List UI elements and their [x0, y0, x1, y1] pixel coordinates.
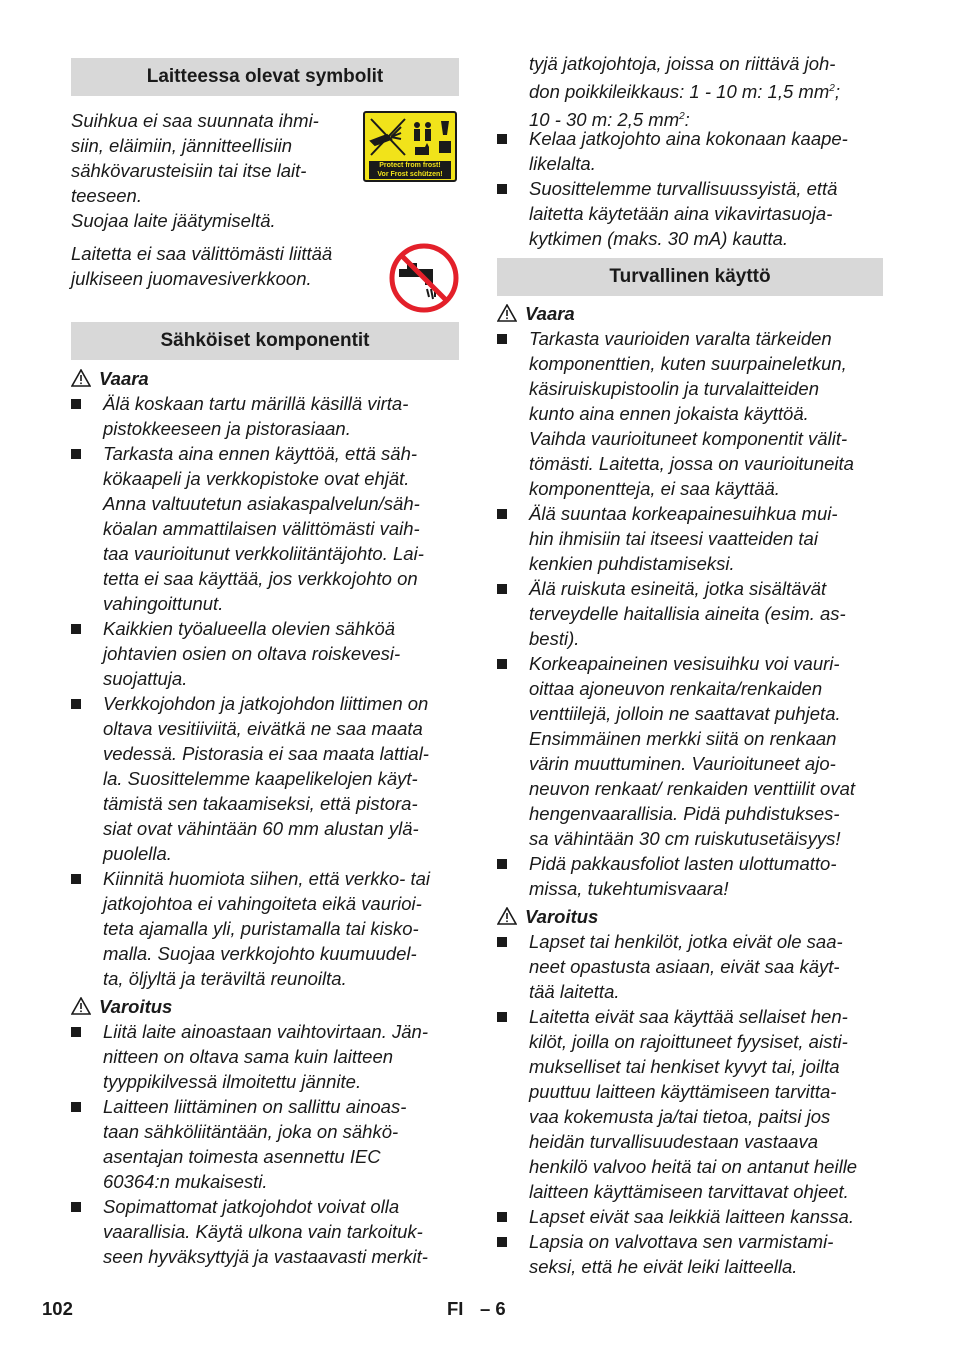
list-item-text: Lapset eivät saa leikkiä laitteen kanssa. [529, 1206, 854, 1227]
list-item-text: Älä ruiskuta esineitä, jotka sisältävät terveydelle haitallisia aineita (esim. as- besti). [529, 578, 846, 649]
list-item-text: Kelaa jatkojohto aina kokonaan kaape- likelalta. [529, 128, 848, 174]
list-item-text: Suosittelemme turvallisuussyistä, että laitetta käytetään aina vikavirtasuoja- kytkimen (maks. 30 mA) kautta. [529, 178, 838, 249]
list-item-text: Kiinnitä huomiota siihen, että verkko- tai jatkojohtoa ei vahingoiteta eikä vaurioi- teta ajamalla yli, puristamalla tai kisko- malla. Suojaa verkkojohto kuumuudel- ta, öljyltä ja teräviltä reunoilta. [103, 868, 431, 989]
frost-sign-label: Protect from frost! Vor Frost schützen! [369, 161, 451, 179]
warning-label [71, 994, 172, 1019]
danger-text: Vaara [99, 368, 149, 389]
list-item-text: Älä koskaan tartu märillä käsillä virta- pistokkeeseen ja pistorasiaan. [103, 393, 409, 439]
list-item-text: Lapsia on valvottava sen varmistami- seksi, että he eivät leiki laitteella. [529, 1231, 834, 1277]
bullet [497, 509, 507, 519]
list-item-text: Liitä laite ainoastaan vaihtovirtaan. Jän- nitteen on oltava sama kuin laitteen tyyppikilvessä ilmoitettu jännite. [103, 1021, 428, 1092]
list-item-text: Verkkojohdon ja jatkojohdon liittimen on oltava vesitiiviitä, eivätkä ne saa maata vedessä. Pistorasia ei saa maata lattial- la. Suosittelemme kaapelikelojen käyt- tämistä sen takaamiseksi, että pistora- siat ovat vähintään 60 mm alustan ylä- puolella. [103, 693, 429, 864]
heading-electrical: Sähköiset komponentit [71, 322, 459, 360]
continued-line: don poikkileikkaus: 1 - 10 m: 1,5 $mm^2$; [529, 81, 840, 103]
list-item-text: Älä suuntaa korkeapainesuihkua mui- hin ihmisiin tai itseesi vaatteiden tai kenkien puhdistamiseksi. [529, 503, 838, 574]
list-item-text: Lapset tai henkilöt, jotka eivät ole saa- neet opastusta asiaan, eivät saa käyt- tää laitetta. [529, 931, 843, 1002]
list-item-text: Laitetta eivät saa käyttää sellaiset hen- kilöt, joilla on rajoittuneet fyysiset, aisti- mukselliset tai henkiset kyvyt tai, joilta puuttuu laitteen käyttämiseen tarvitta- vaa kokemusta ja/tai tietoa, paitsi jos heidän turvallisuudestaan vastaava henkilö valvoo heitä tai on antanut heille laitteen käyttämiseen tarvittavat ohjeet. [529, 1006, 858, 1202]
warning-triangle-icon [497, 907, 517, 925]
bullet [71, 399, 81, 409]
warning-triangle-icon [71, 369, 91, 387]
section-page: – 6 [480, 1298, 506, 1319]
bullet [71, 1102, 81, 1112]
bullet [71, 1027, 81, 1037]
continued-text [529, 51, 889, 132]
warning-text: Varoitus [99, 996, 173, 1017]
bullet [497, 937, 507, 947]
warning-label [497, 904, 598, 929]
bullet [71, 624, 81, 634]
bullet [71, 1202, 81, 1212]
warning-triangle-icon [71, 997, 91, 1015]
page-number: 102 [42, 1298, 73, 1319]
bullet [497, 859, 507, 869]
symbols-text-2: Laitetta ei saa välittömästi liittää julkiseen juomavesiverkkoon. [71, 243, 333, 289]
list-item-text: Kaikkien työalueella olevien sähköä johtavien osien on oltava roiskevesi- suojattuja. [103, 618, 401, 689]
warning-triangle-icon [497, 304, 517, 322]
continued-line: 10 - 30 m: 2,5 $mm^2$: [529, 109, 690, 131]
bullet [497, 659, 507, 669]
bullet [71, 874, 81, 884]
no-drinking-water-icon [389, 243, 459, 313]
list-item-text: Sopimattomat jatkojohdot voivat olla vaarallisia. Käytä ulkona vain tarkoituk- seen hyväksyttyjä ja vastaavasti merkit- [103, 1196, 428, 1267]
bullet [497, 184, 507, 194]
continued-line: tyjä jatkojohtoja, joissa on riittävä joh- [529, 53, 836, 74]
bullet [497, 1012, 507, 1022]
heading-symbols: Laitteessa olevat symbolit [71, 58, 459, 96]
frost-warning-sign [363, 111, 457, 182]
bullet [497, 1212, 507, 1222]
bullet [497, 584, 507, 594]
heading-safe-use: Turvallinen käyttö [497, 258, 883, 296]
list-item-text: Korkeapaineinen vesisuihku voi vauri- oittaa ajoneuvon renkaita/renkaiden venttiilejä, jolloin ne saattavat puhjeta. Ensimmäinen merkki siitä on renkaan värin muuttuminen. Vaurioituneet ajo- neuvon renkaat/ renkaiden venttiilit ovat hengenvaarallisia. Pidä puhdistukses- sa vähintään 30 cm ruiskutusetäisyys! [529, 653, 856, 849]
symbols-text-1: Suihkua ei saa suunnata ihmi- siin, eläimiin, jännitteellisiin sähkövarusteisiin tai itse lait- teeseen. Suojaa laite jäätymiseltä. [71, 110, 319, 231]
danger-text: Vaara [525, 303, 575, 324]
danger-label [71, 366, 149, 391]
bullet [497, 134, 507, 144]
list-item-text: Laitteen liittäminen on sallittu ainoas- taan sähköliitäntään, joka on sähkö- asentajan toimesta asennettu IEC 60364:n mukaisesti. [103, 1096, 407, 1192]
warning-text: Varoitus [525, 906, 599, 927]
bullet [497, 334, 507, 344]
bullet [71, 449, 81, 459]
no-spray-icon [365, 115, 455, 159]
list-item-text: Tarkasta aina ennen käyttöä, että säh- kökaapeli ja verkkopistoke ovat ehjät. Anna valtuutetun asiakaspalvelun/säh- köalan ammattilaisen välittömästi vaih- taa vaurioitunut verkkoliitäntäjohto. Lai- tetta ei saa käyttää, jos verkkojohto on vahingoittunut. [103, 443, 424, 614]
bullet [497, 1237, 507, 1247]
bullet [71, 699, 81, 709]
language-code: FI [447, 1298, 464, 1319]
danger-label [497, 301, 575, 326]
list-item-text: Tarkasta vaurioiden varalta tärkeiden komponenttien, kuten suurpaineletkun, käsiruiskupistoolin ja turvalaitteiden kunto aina ennen jokaista käyttöä. Vaihda vaurioituneet komponentit välit- tömästi. Laitetta, jossa on vaurioituneita komponentteja, ei saa käyttää. [529, 328, 854, 499]
list-item-text: Pidä pakkausfoliot lasten ulottumatto- missa, tukehtumisvaara! [529, 853, 837, 899]
